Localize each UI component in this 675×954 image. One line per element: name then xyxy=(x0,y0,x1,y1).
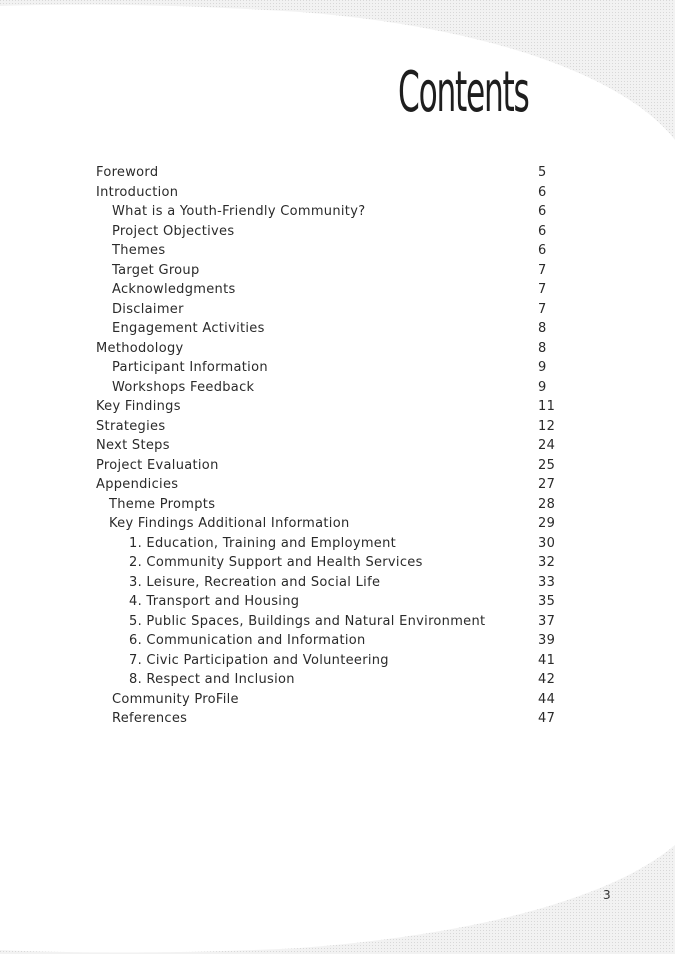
toc-entry-page: 44 xyxy=(538,691,556,707)
toc-entry-label: Target Group xyxy=(112,262,200,278)
toc-entry-label: References xyxy=(112,711,188,726)
toc-entry xyxy=(0,397,675,417)
toc-entry-page: 35 xyxy=(538,594,556,609)
toc-entry xyxy=(0,670,675,690)
toc-entry-label: Foreword xyxy=(96,165,159,180)
page-number: 3 xyxy=(603,888,611,902)
toc-entry-page: 5 xyxy=(538,165,547,180)
toc-entry xyxy=(0,573,675,593)
toc-entry xyxy=(0,651,675,671)
toc-entry-label: Community ProFile xyxy=(112,691,239,707)
table-of-contents xyxy=(0,163,675,729)
toc-entry xyxy=(0,378,675,398)
toc-entry-page: 9 xyxy=(538,360,547,375)
toc-entry xyxy=(0,690,675,710)
toc-entry xyxy=(0,222,675,242)
toc-entry-label: Strategies xyxy=(96,418,166,434)
toc-entry-page: 37 xyxy=(538,613,556,629)
toc-entry xyxy=(0,339,675,359)
toc-entry xyxy=(0,241,675,261)
toc-entry-label: 3. Leisure, Recreation and Social Life xyxy=(129,574,381,590)
toc-entry-label: Engagement Activities xyxy=(112,321,265,336)
toc-entry-label: Introduction xyxy=(96,184,179,200)
toc-entry-label: 7. Civic Participation and Volunteering xyxy=(129,652,389,668)
toc-entry xyxy=(0,475,675,495)
toc-entry-label: Key Findings xyxy=(96,399,181,414)
toc-entry-page: 24 xyxy=(538,438,556,453)
toc-entry-page: 8 xyxy=(538,321,547,336)
toc-entry-page: 9 xyxy=(538,379,547,395)
toc-entry-label: 4. Transport and Housing xyxy=(129,594,300,609)
toc-entry-label: Acknowledgments xyxy=(112,282,236,297)
toc-entry-page: 25 xyxy=(538,457,556,473)
toc-entry xyxy=(0,534,675,554)
toc-entry xyxy=(0,456,675,476)
toc-entry-label: 8. Respect and Inclusion xyxy=(129,672,295,687)
toc-entry-label: Methodology xyxy=(96,340,184,356)
toc-entry-label: Themes xyxy=(112,243,166,258)
toc-entry-page: 12 xyxy=(538,418,556,434)
toc-entry-label: Appendicies xyxy=(96,477,179,492)
toc-entry xyxy=(0,280,675,300)
toc-entry-label: 2. Community Support and Health Services xyxy=(129,555,423,570)
toc-entry-label: Theme Prompts xyxy=(109,496,216,512)
toc-entry-page: 8 xyxy=(538,340,547,356)
toc-entry xyxy=(0,436,675,456)
toc-entry-label: What is a Youth-Friendly Community? xyxy=(112,204,366,219)
toc-entry-label: 5. Public Spaces, Buildings and Natural Environment xyxy=(129,613,486,629)
toc-entry-label: Project Evaluation xyxy=(96,457,219,473)
toc-entry-page: 27 xyxy=(538,477,556,492)
toc-entry xyxy=(0,261,675,281)
toc-entry xyxy=(0,319,675,339)
toc-entry-page: 6 xyxy=(538,223,547,239)
toc-entry-page: 41 xyxy=(538,652,556,668)
toc-entry-page: 7 xyxy=(538,282,547,297)
toc-entry-page: 29 xyxy=(538,516,556,531)
toc-entry xyxy=(0,553,675,573)
toc-entry-page: 11 xyxy=(538,399,556,414)
toc-entry xyxy=(0,495,675,515)
toc-entry xyxy=(0,358,675,378)
toc-entry xyxy=(0,592,675,612)
toc-entry-page: 32 xyxy=(538,555,556,570)
toc-entry xyxy=(0,514,675,534)
toc-entry-page: 42 xyxy=(538,672,556,687)
toc-entry-label: Disclaimer xyxy=(112,301,184,317)
toc-entry-label: Next Steps xyxy=(96,438,170,453)
toc-entry-label: Participant Information xyxy=(112,360,268,375)
toc-entry xyxy=(0,163,675,183)
toc-entry-label: 1. Education, Training and Employment xyxy=(129,535,397,551)
toc-entry xyxy=(0,300,675,320)
toc-entry-page: 39 xyxy=(538,633,556,648)
toc-entry xyxy=(0,417,675,437)
toc-entry xyxy=(0,709,675,729)
toc-entry xyxy=(0,202,675,222)
page-title: Contents xyxy=(398,60,529,125)
toc-entry xyxy=(0,631,675,651)
toc-entry-label: Key Findings Additional Information xyxy=(109,516,350,531)
toc-entry xyxy=(0,183,675,203)
toc-entry-page: 47 xyxy=(538,711,556,726)
toc-entry-label: Workshops Feedback xyxy=(112,379,255,395)
toc-entry-label: Project Objectives xyxy=(112,223,235,239)
toc-entry-page: 7 xyxy=(538,262,547,278)
toc-entry-page: 6 xyxy=(538,204,547,219)
toc-entry-label: 6. Communication and Information xyxy=(129,633,366,648)
toc-entry-page: 6 xyxy=(538,243,547,258)
toc-entry-page: 6 xyxy=(538,184,547,200)
toc-entry-page: 28 xyxy=(538,496,556,512)
toc-entry xyxy=(0,612,675,632)
toc-entry-page: 7 xyxy=(538,301,547,317)
toc-entry-page: 30 xyxy=(538,535,556,551)
toc-entry-page: 33 xyxy=(538,574,556,590)
